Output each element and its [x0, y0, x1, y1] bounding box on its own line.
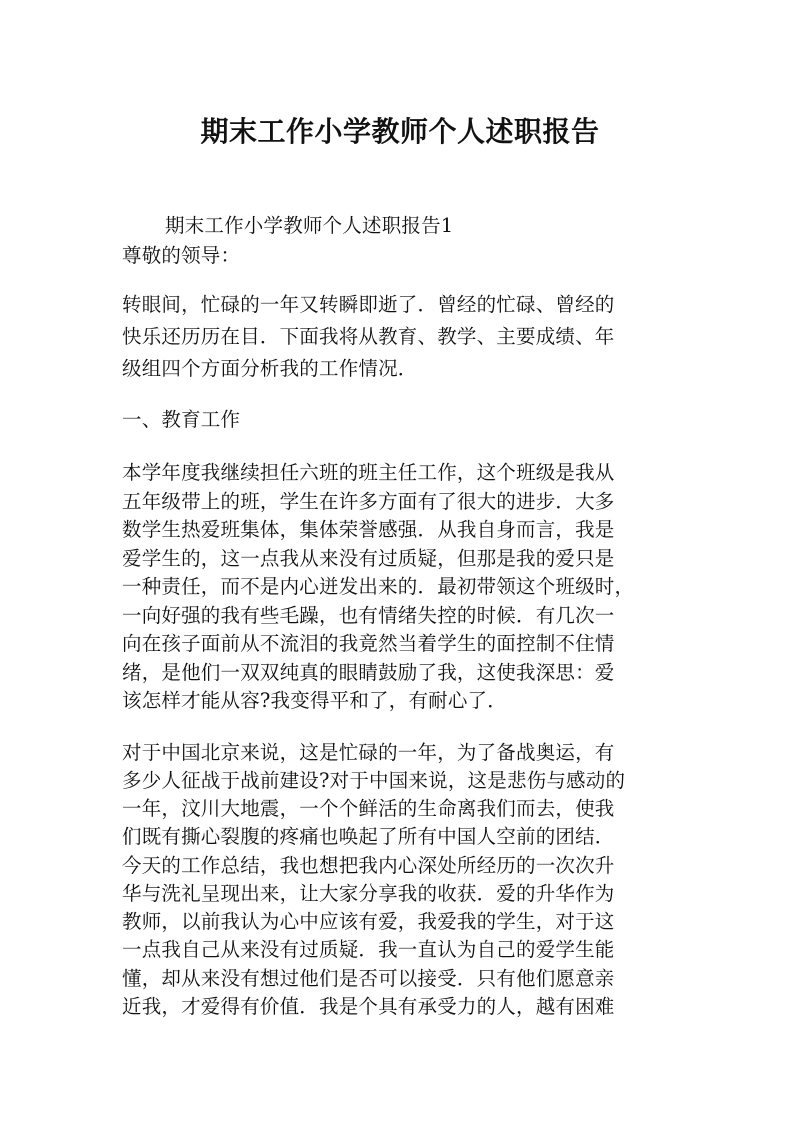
- paragraph-line: 绪，是他们一双双纯真的眼睛鼓励了我，这使我深思：爱: [122, 661, 615, 684]
- intro-line: 转眼间，忙碌的一年又转瞬即逝了．曾经的忙碌、曾经的: [122, 293, 615, 316]
- section-heading: 一、教育工作: [122, 408, 241, 431]
- paragraph-line: 们既有撕心裂腹的疼痛也唤起了所有中国人空前的团结．: [122, 825, 615, 848]
- intro-line: 级组四个方面分析我的工作情况．: [122, 357, 418, 380]
- salutation: 尊敬的领导：: [122, 244, 241, 267]
- paragraph-line: 多少人征战于战前建设?对于中国来说，这是悲伤与感动的: [122, 769, 626, 792]
- paragraph-line: 向在孩子面前从不流泪的我竟然当着学生的面控制不住情: [122, 632, 615, 655]
- report-subtitle: 期末工作小学教师个人述职报告1: [165, 214, 454, 237]
- paragraph-line: 懂，却从来没有想过他们是否可以接受．只有他们愿意亲: [122, 967, 615, 990]
- document-title: 期末工作小学教师个人述职报告: [200, 115, 600, 148]
- paragraph-line: 一种责任，而不是内心迸发出来的．最初带领这个班级时，: [122, 575, 635, 598]
- paragraph-line: 教师，以前我认为心中应该有爱，我爱我的学生，对于这: [122, 910, 615, 933]
- paragraph-line: 近我，才爱得有价值．我是个具有承受力的人，越有困难: [122, 995, 615, 1018]
- paragraph-line: 对于中国北京来说，这是忙碌的一年，为了备战奥运，有: [122, 741, 615, 764]
- paragraph-line: 五年级带上的班，学生在许多方面有了很大的进步．大多: [122, 490, 615, 513]
- paragraph-line: 数学生热爱班集体，集体荣誉感强．从我自身而言，我是: [122, 518, 615, 541]
- paragraph-line: 该怎样才能从容?我变得平和了，有耐心了．: [122, 689, 507, 712]
- paragraph-line: 今天的工作总结，我也想把我内心深处所经历的一次次升: [122, 854, 615, 877]
- paragraph-line: 一年，汶川大地震，一个个鲜活的生命离我们而去，使我: [122, 797, 615, 820]
- paragraph-line: 爱学生的，这一点我从来没有过质疑，但那是我的爱只是: [122, 547, 615, 570]
- paragraph-line: 一点我自己从来没有过质疑．我一直认为自己的爱学生能: [122, 938, 615, 961]
- intro-line: 快乐还历历在目．下面我将从教育、教学、主要成绩、年: [122, 325, 615, 348]
- paragraph-line: 本学年度我继续担任六班的班主任工作，这个班级是我从: [122, 461, 615, 484]
- paragraph-line: 华与洗礼呈现出来，让大家分享我的收获．爱的升华作为: [122, 882, 615, 905]
- paragraph-line: 一向好强的我有些毛躁，也有情绪失控的时候．有几次一: [122, 604, 615, 627]
